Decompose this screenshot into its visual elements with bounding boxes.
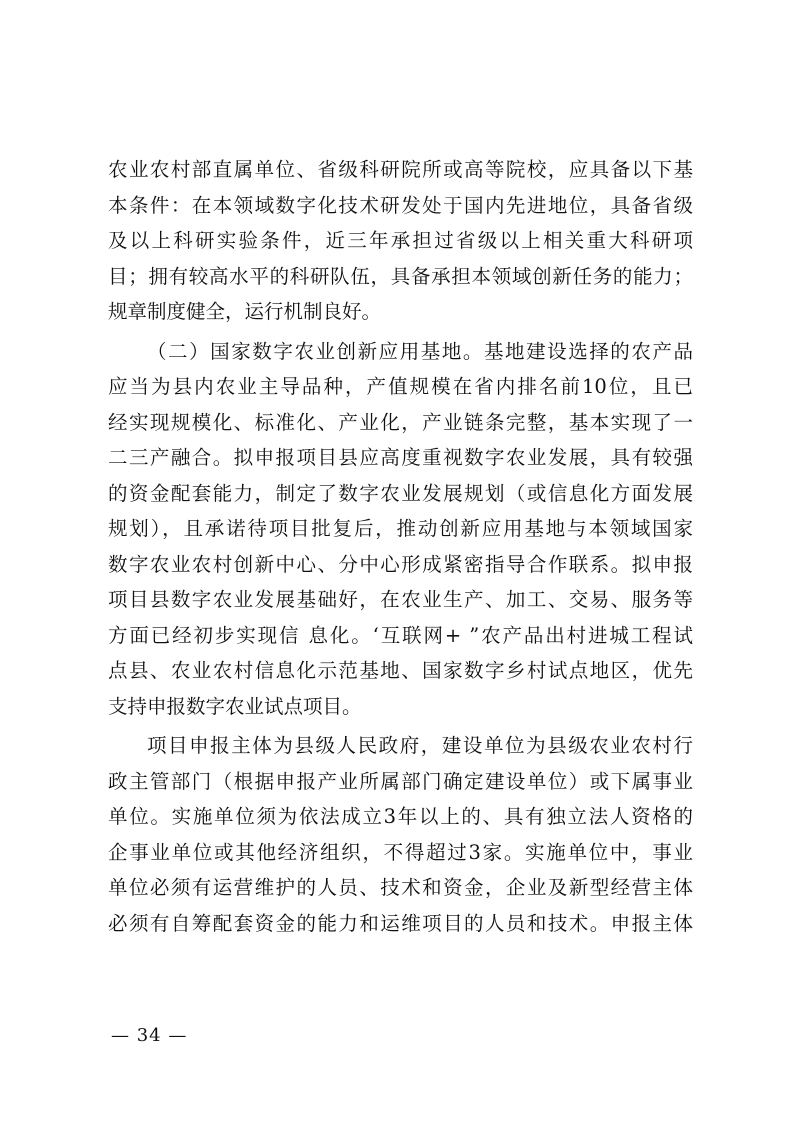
text-line: 方面已经初步实现信 息化。‘互联网+ ”农产品出村进城工程试 bbox=[108, 623, 693, 647]
text-line: （二）国家数字农业创新应用基地。基地建设选择的农产品 bbox=[147, 339, 693, 363]
text-line: 单位。实施单位须为依法成立3年以上的、具有独立法人资格的 bbox=[108, 805, 693, 828]
text-line: 农业农村部直属单位、省级科研院所或高等院校，应具备以下基 bbox=[108, 158, 693, 181]
text-line: 规章制度健全，运行机制良好。 bbox=[108, 300, 382, 323]
text-line: 支持申报数字农业试点项目。 bbox=[108, 694, 362, 718]
text-line: 必须有自筹配套资金的能力和运维项目的人员和技术。申报主体 bbox=[108, 911, 693, 935]
text-line: 及以上科研实验条件，近三年承担过省级以上相关重大科研项 bbox=[108, 229, 693, 252]
text-line: 企事业单位或其他经济组织，不得超过3家。实施单位中，事业 bbox=[108, 840, 693, 864]
text-line: 规划），且承诺待项目批复后，推动创新应用基地与本领域国家 bbox=[108, 517, 693, 540]
text-line: 单位必须有运营维护的人员、技术和资金，企业及新型经营主体 bbox=[108, 876, 693, 899]
text-line: 经实现规模化、标准化、产业化，产业链条完整，基本实现了一 bbox=[108, 410, 693, 434]
paragraph-applicant bbox=[108, 728, 693, 941]
paragraph-continuation bbox=[108, 152, 693, 330]
text-line: 应当为县内农业主导品种，产值规模在省内排名前10位，且已 bbox=[108, 375, 693, 398]
text-line: 点县、农业农村信息化示范基地、国家数字乡村试点地区，优先 bbox=[108, 659, 693, 682]
text-line: 二三产融合。拟申报项目县应高度重视数字农业发展，具有较强 bbox=[108, 446, 693, 469]
text-line: 项目县数字农业发展基础好，在农业生产、加工、交易、服务等 bbox=[108, 588, 693, 611]
body-text bbox=[108, 152, 693, 941]
paragraph-innovation-base bbox=[108, 334, 693, 725]
page-number: — 34 — bbox=[111, 1025, 188, 1046]
text-line: 目；拥有较高水平的科研队伍，具备承担本领域创新任务的能力； bbox=[108, 264, 693, 288]
text-line: 政主管部门（根据申报产业所属部门确定建设单位）或下属事业 bbox=[108, 769, 693, 793]
text-line: 的资金配套能力，制定了数字农业发展规划（或信息化方面发展 bbox=[108, 481, 693, 505]
text-line: 数字农业农村创新中心、分中心形成紧密指导合作联系。拟申报 bbox=[108, 552, 693, 576]
text-line: 项目申报主体为县级人民政府，建设单位为县级农业农村行 bbox=[147, 734, 693, 757]
text-line: 本条件：在本领域数字化技术研发处于国内先进地位，具备省级 bbox=[108, 193, 693, 217]
